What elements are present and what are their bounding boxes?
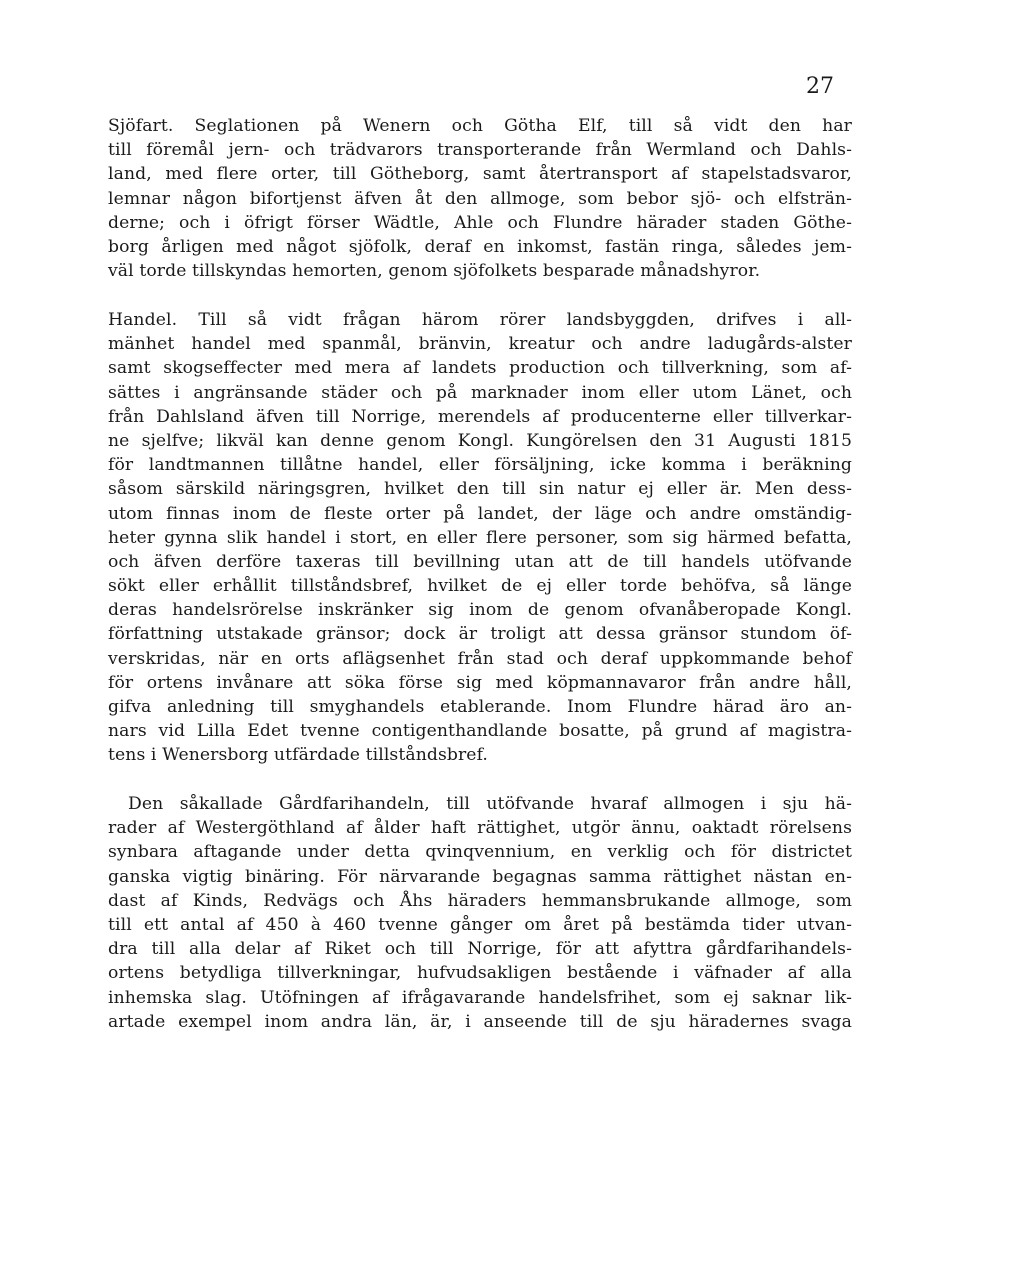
text-line: dast af Kinds, Redvägs och Åhs häraders hemmansbrukande allmoge, som	[108, 890, 852, 911]
text-line: för landtmannen tillåtne handel, eller försäljning, icke komma i beräkning	[108, 455, 852, 476]
text-line: synbara aftagande under detta qvinqvennium, en verklig och för districtet	[108, 842, 852, 863]
text-line: verskridas, när en orts aflägsenhet från stad och deraf uppkommande behof	[108, 648, 852, 669]
text-line: tens i Wenersborg utfärdade tillståndsbref.	[108, 745, 488, 766]
text-line: ganska vigtig binäring. För närvarande begagnas samma rättighet nästan en-	[108, 866, 852, 887]
text-line: rader af Westergöthland af ålder haft rättighet, utgör ännu, oaktadt rörelsens	[108, 818, 852, 839]
text-line: lemnar någon bifortjenst äfven åt den allmoge, som bebor sjö- och elfsträn-	[108, 188, 852, 209]
text-line: derne; och i öfrigt förser Wädtle, Ahle och Flundre härader staden Göthe-	[108, 212, 852, 233]
text-line: Sjöfart. Seglationen på Wenern och Götha Elf, till så vidt den har	[108, 116, 852, 136]
text-line: mänhet handel med spanmål, bränvin, kreatur och andre ladugårds-alster	[108, 334, 852, 355]
text-line: Den såkallade Gårdfarihandeln, till utöfvande hvaraf allmogen i sju hä-	[128, 794, 852, 814]
text-line: land, med flere orter, till Götheborg, samt återtransport af stapelstadsvaror,	[108, 164, 852, 185]
text-line: för ortens invånare att söka förse sig med köpmannavaror från andre håll,	[108, 672, 852, 693]
text-line: gifva anledning till smyghandels etablerande. Inom Flundre härad äro an-	[108, 697, 852, 717]
page-number: 27	[806, 74, 834, 99]
text-line: sättes i angränsande städer och på marknader inom eller utom Länet, och	[108, 382, 852, 403]
text-line: och äfven derföre taxeras till bevillning utan att de till handels utöfvande	[108, 551, 852, 572]
text-line: dra till alla delar af Riket och till Norrige, för att afyttra gårdfarihandels-	[108, 939, 852, 960]
text-line: till föremål jern- och trädvarors transporterande från Wermland och Dahls-	[108, 140, 852, 161]
paragraph-gardfarihandel	[108, 792, 852, 1034]
text-line: deras handelsrörelse inskränker sig inom de genom ofvanåberopade Kongl.	[108, 600, 852, 621]
text-line: heter gynna slik handel i stort, en eller flere personer, som sig härmed befatta,	[108, 527, 852, 548]
text-line: från Dahlsland äfven till Norrige, merendels af producenterne eller tillverkar-	[108, 406, 852, 427]
text-line: författning utstakade gränsor; dock är troligt att dessa gränsor stundom öf-	[108, 624, 852, 645]
text-line: nars vid Lilla Edet tvenne contigenthandlande bosatte, på grund af magistra-	[108, 721, 852, 742]
text-line: såsom särskild näringsgren, hvilket den till sin natur ej eller är. Men dess-	[108, 479, 852, 500]
text-line: till ett antal af 450 à 460 tvenne gånger om året på bestämda tider utvan-	[108, 914, 852, 935]
text-line: Handel. Till så vidt frågan härom rörer landsbyggden, drifves i all-	[108, 310, 852, 330]
text-line: inhemska slag. Utöfningen af ifrågavarande handelsfrihet, som ej saknar lik-	[108, 987, 852, 1008]
paragraph-sjofart	[108, 114, 852, 283]
paragraph-handel	[108, 308, 852, 768]
text-line: sökt eller erhållit tillståndsbref, hvilket de ej eller torde behöfva, så länge	[108, 576, 852, 597]
text-line: ortens betydliga tillverkningar, hufvudsakligen bestående i väfnader af alla	[108, 963, 852, 984]
text-line: artade exempel inom andra län, är, i anseende till de sju häradernes svaga	[108, 1011, 852, 1032]
text-line: utom finnas inom de fleste orter på landet, der läge och andre omständig-	[108, 503, 852, 524]
text-line: samt skogseffecter med mera af landets production och tillverkning, som af-	[108, 358, 852, 379]
text-line: ne sjelfve; likväl kan denne genom Kongl. Kungörelsen den 31 Augusti 1815	[108, 430, 852, 451]
text-line: väl torde tillskyndas hemorten, genom sjöfolkets besparade månadshyror.	[108, 261, 761, 282]
text-line: borg årligen med något sjöfolk, deraf en inkomst, fastän ringa, således jem-	[108, 236, 852, 257]
